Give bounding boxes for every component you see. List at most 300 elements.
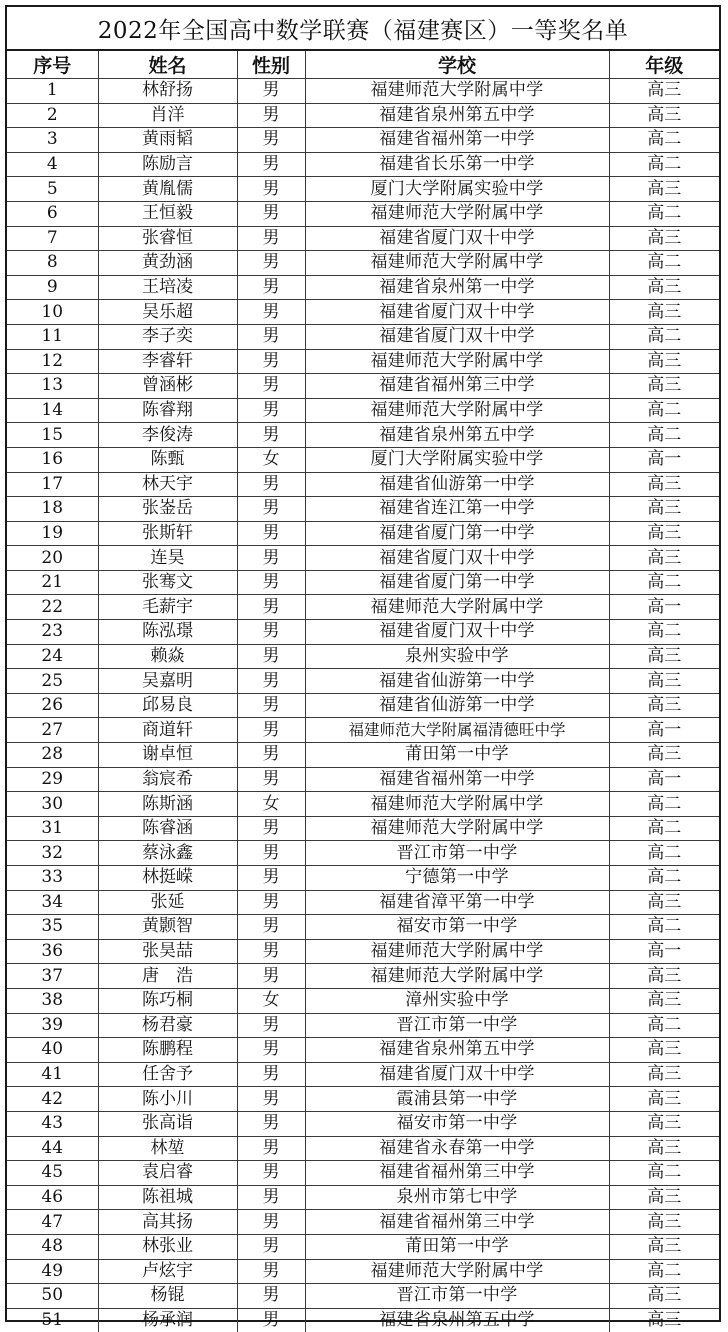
- cell-name: 袁启睿: [98, 1161, 237, 1186]
- cell-grade: 高二: [609, 866, 719, 891]
- cell-gender: 男: [237, 595, 305, 620]
- cell-gender: 男: [237, 275, 305, 300]
- cell-school: 晋江市第一中学: [305, 1284, 609, 1309]
- cell-index: 45: [7, 1161, 98, 1186]
- cell-index: 47: [7, 1210, 98, 1235]
- cell-grade: 高二: [609, 1259, 719, 1284]
- cell-gender: 男: [237, 1038, 305, 1063]
- table-row: [7, 669, 719, 694]
- cell-grade: 高二: [609, 152, 719, 177]
- column-header-grade: 年级: [609, 51, 719, 79]
- table-row: [7, 841, 719, 866]
- cell-grade: 高三: [609, 300, 719, 325]
- cell-index: 46: [7, 1185, 98, 1210]
- cell-school: 厦门大学附属实验中学: [305, 447, 609, 472]
- cell-school: 泉州实验中学: [305, 644, 609, 669]
- column-header-name: 姓名: [98, 51, 237, 79]
- cell-name: 吴乐超: [98, 300, 237, 325]
- cell-index: 10: [7, 300, 98, 325]
- cell-gender: 男: [237, 693, 305, 718]
- cell-index: 34: [7, 890, 98, 915]
- cell-name: 杨锟: [98, 1284, 237, 1309]
- cell-gender: 男: [237, 1185, 305, 1210]
- cell-gender: 男: [237, 423, 305, 448]
- document-title: 2022年全国高中数学联赛（福建赛区）一等奖名单: [7, 7, 719, 51]
- cell-index: 15: [7, 423, 98, 448]
- cell-gender: 男: [237, 644, 305, 669]
- table-body: [7, 79, 719, 1332]
- cell-grade: 高三: [609, 644, 719, 669]
- cell-index: 37: [7, 964, 98, 989]
- table-row: [7, 1161, 719, 1186]
- cell-school: 霞浦县第一中学: [305, 1087, 609, 1112]
- table-row: [7, 620, 719, 645]
- cell-school: 福建省仙游第一中学: [305, 669, 609, 694]
- cell-name: 张睿恒: [98, 226, 237, 251]
- cell-grade: 高三: [609, 374, 719, 399]
- table-row: [7, 374, 719, 399]
- cell-name: 陈泓璟: [98, 620, 237, 645]
- table-row: [7, 767, 719, 792]
- cell-school: 福建省长乐第一中学: [305, 152, 609, 177]
- award-list-document: [5, 5, 721, 1322]
- cell-name: 林张业: [98, 1234, 237, 1259]
- cell-index: 21: [7, 570, 98, 595]
- cell-index: 14: [7, 398, 98, 423]
- cell-index: 26: [7, 693, 98, 718]
- cell-index: 6: [7, 201, 98, 226]
- cell-gender: 男: [237, 1087, 305, 1112]
- cell-gender: 男: [237, 546, 305, 571]
- cell-school: 漳州实验中学: [305, 988, 609, 1013]
- cell-school: 福建省厦门第一中学: [305, 521, 609, 546]
- table-row: [7, 1210, 719, 1235]
- cell-index: 24: [7, 644, 98, 669]
- cell-index: 39: [7, 1013, 98, 1038]
- cell-grade: 高三: [609, 1308, 719, 1332]
- cell-school: 福建省泉州第五中学: [305, 1308, 609, 1332]
- table-row: [7, 324, 719, 349]
- cell-school: 福建师范大学附属中学: [305, 398, 609, 423]
- cell-grade: 高三: [609, 1185, 719, 1210]
- cell-grade: 高三: [609, 1234, 719, 1259]
- cell-school: 福建省泉州第五中学: [305, 423, 609, 448]
- table-row: [7, 152, 719, 177]
- cell-grade: 高一: [609, 595, 719, 620]
- cell-index: 1: [7, 79, 98, 104]
- cell-gender: 男: [237, 79, 305, 104]
- cell-grade: 高三: [609, 521, 719, 546]
- cell-gender: 男: [237, 841, 305, 866]
- cell-name: 李睿轩: [98, 349, 237, 374]
- cell-gender: 男: [237, 1308, 305, 1332]
- cell-grade: 高三: [609, 1062, 719, 1087]
- table-row: [7, 300, 719, 325]
- cell-name: 李俊涛: [98, 423, 237, 448]
- cell-grade: 高二: [609, 620, 719, 645]
- table-row: [7, 915, 719, 940]
- column-header-index: 序号: [7, 51, 98, 79]
- cell-gender: 男: [237, 767, 305, 792]
- cell-grade: 高三: [609, 1136, 719, 1161]
- cell-index: 7: [7, 226, 98, 251]
- cell-grade: 高三: [609, 275, 719, 300]
- cell-name: 卢炫宇: [98, 1259, 237, 1284]
- cell-school: 福建师范大学附属中学: [305, 79, 609, 104]
- table-row: [7, 964, 719, 989]
- table-row: [7, 1013, 719, 1038]
- cell-index: 30: [7, 792, 98, 817]
- cell-gender: 男: [237, 374, 305, 399]
- cell-name: 林天宇: [98, 472, 237, 497]
- cell-grade: 高三: [609, 497, 719, 522]
- table-row: [7, 1136, 719, 1161]
- cell-index: 38: [7, 988, 98, 1013]
- cell-gender: 男: [237, 152, 305, 177]
- table-row: [7, 570, 719, 595]
- cell-index: 42: [7, 1087, 98, 1112]
- cell-grade: 高一: [609, 447, 719, 472]
- table-row: [7, 251, 719, 276]
- cell-name: 张高诣: [98, 1111, 237, 1136]
- cell-name: 王恒毅: [98, 201, 237, 226]
- table-row: [7, 103, 719, 128]
- cell-grade: 高二: [609, 841, 719, 866]
- cell-school: 福建省厦门双十中学: [305, 546, 609, 571]
- cell-gender: 男: [237, 866, 305, 891]
- cell-school: 福建省泉州第五中学: [305, 1038, 609, 1063]
- table-row: [7, 497, 719, 522]
- table-row: [7, 1234, 719, 1259]
- cell-index: 48: [7, 1234, 98, 1259]
- cell-grade: 高二: [609, 1161, 719, 1186]
- cell-gender: 男: [237, 1284, 305, 1309]
- cell-name: 张骞文: [98, 570, 237, 595]
- table-row: [7, 1111, 719, 1136]
- table-row: [7, 595, 719, 620]
- cell-index: 12: [7, 349, 98, 374]
- cell-gender: 男: [237, 324, 305, 349]
- cell-school: 福建省泉州第五中学: [305, 103, 609, 128]
- cell-index: 25: [7, 669, 98, 694]
- cell-name: 黄颢智: [98, 915, 237, 940]
- cell-index: 36: [7, 939, 98, 964]
- cell-school: 福建师范大学附属中学: [305, 349, 609, 374]
- table-row: [7, 644, 719, 669]
- table-row: [7, 177, 719, 202]
- cell-gender: 男: [237, 128, 305, 153]
- cell-gender: 男: [237, 890, 305, 915]
- cell-index: 16: [7, 447, 98, 472]
- cell-school: 福建省厦门第一中学: [305, 570, 609, 595]
- cell-index: 49: [7, 1259, 98, 1284]
- cell-school: 福建省厦门双十中学: [305, 324, 609, 349]
- cell-school: 福建省厦门双十中学: [305, 620, 609, 645]
- cell-name: 陈祖城: [98, 1185, 237, 1210]
- cell-grade: 高二: [609, 251, 719, 276]
- cell-name: 林堃: [98, 1136, 237, 1161]
- cell-index: 29: [7, 767, 98, 792]
- cell-school: 莆田第一中学: [305, 1234, 609, 1259]
- cell-school: 福建师范大学附属中学: [305, 939, 609, 964]
- cell-grade: 高一: [609, 718, 719, 743]
- cell-school: 福建省福州第一中学: [305, 767, 609, 792]
- cell-gender: 男: [237, 620, 305, 645]
- cell-index: 50: [7, 1284, 98, 1309]
- cell-gender: 男: [237, 915, 305, 940]
- table-row: [7, 693, 719, 718]
- cell-name: 毛薪宇: [98, 595, 237, 620]
- cell-grade: 高三: [609, 1284, 719, 1309]
- cell-index: 40: [7, 1038, 98, 1063]
- cell-name: 陈巧桐: [98, 988, 237, 1013]
- cell-name: 高其扬: [98, 1210, 237, 1235]
- column-header-school: 学校: [305, 51, 609, 79]
- cell-name: 翁宸希: [98, 767, 237, 792]
- cell-gender: 男: [237, 1062, 305, 1087]
- cell-school: 晋江市第一中学: [305, 1013, 609, 1038]
- cell-gender: 男: [237, 300, 305, 325]
- cell-grade: 高三: [609, 743, 719, 768]
- cell-name: 黄雨韬: [98, 128, 237, 153]
- cell-grade: 高三: [609, 693, 719, 718]
- cell-name: 陈甄: [98, 447, 237, 472]
- cell-grade: 高三: [609, 226, 719, 251]
- cell-grade: 高二: [609, 816, 719, 841]
- cell-grade: 高二: [609, 570, 719, 595]
- cell-school: 福建师范大学附属中学: [305, 792, 609, 817]
- cell-name: 林挺嵘: [98, 866, 237, 891]
- cell-index: 22: [7, 595, 98, 620]
- cell-school: 厦门大学附属实验中学: [305, 177, 609, 202]
- cell-name: 杨君豪: [98, 1013, 237, 1038]
- cell-gender: 男: [237, 669, 305, 694]
- cell-index: 5: [7, 177, 98, 202]
- cell-name: 蔡泳鑫: [98, 841, 237, 866]
- cell-index: 33: [7, 866, 98, 891]
- cell-gender: 男: [237, 103, 305, 128]
- cell-school: 福建省福州第三中学: [305, 374, 609, 399]
- cell-name: 肖洋: [98, 103, 237, 128]
- cell-gender: 男: [237, 1210, 305, 1235]
- cell-name: 张昊喆: [98, 939, 237, 964]
- cell-name: 陈鹏程: [98, 1038, 237, 1063]
- table-row: [7, 472, 719, 497]
- table-row: [7, 275, 719, 300]
- cell-gender: 男: [237, 718, 305, 743]
- cell-grade: 高三: [609, 103, 719, 128]
- cell-school: 莆田第一中学: [305, 743, 609, 768]
- cell-name: 唐 浩: [98, 964, 237, 989]
- cell-name: 曾涵彬: [98, 374, 237, 399]
- cell-grade: 高二: [609, 423, 719, 448]
- table-row: [7, 349, 719, 374]
- cell-index: 18: [7, 497, 98, 522]
- cell-index: 35: [7, 915, 98, 940]
- cell-grade: 高二: [609, 398, 719, 423]
- cell-name: 吴嘉明: [98, 669, 237, 694]
- cell-name: 任舍予: [98, 1062, 237, 1087]
- cell-name: 陈睿涵: [98, 816, 237, 841]
- cell-school: 福建省连江第一中学: [305, 497, 609, 522]
- cell-gender: 男: [237, 1136, 305, 1161]
- table-row: [7, 743, 719, 768]
- cell-school: 福建省漳平第一中学: [305, 890, 609, 915]
- cell-gender: 男: [237, 226, 305, 251]
- cell-grade: 高三: [609, 1111, 719, 1136]
- cell-school: 宁德第一中学: [305, 866, 609, 891]
- cell-school: 福建师范大学附属中学: [305, 964, 609, 989]
- table-row: [7, 792, 719, 817]
- cell-grade: 高二: [609, 915, 719, 940]
- cell-index: 11: [7, 324, 98, 349]
- cell-index: 41: [7, 1062, 98, 1087]
- cell-index: 44: [7, 1136, 98, 1161]
- cell-index: 3: [7, 128, 98, 153]
- cell-name: 商道轩: [98, 718, 237, 743]
- cell-gender: 男: [237, 1234, 305, 1259]
- cell-grade: 高三: [609, 964, 719, 989]
- cell-school: 福建师范大学附属福清德旺中学: [305, 718, 609, 743]
- cell-name: 邱易良: [98, 693, 237, 718]
- cell-name: 连昊: [98, 546, 237, 571]
- cell-name: 谢卓恒: [98, 743, 237, 768]
- cell-school: 福建省福州第三中学: [305, 1210, 609, 1235]
- cell-index: 9: [7, 275, 98, 300]
- cell-grade: 高二: [609, 1013, 719, 1038]
- table-row: [7, 398, 719, 423]
- table-row: [7, 1284, 719, 1309]
- cell-grade: 高二: [609, 128, 719, 153]
- cell-gender: 男: [237, 743, 305, 768]
- cell-school: 福建省泉州第一中学: [305, 275, 609, 300]
- cell-gender: 男: [237, 251, 305, 276]
- cell-school: 福建师范大学附属中学: [305, 251, 609, 276]
- cell-index: 2: [7, 103, 98, 128]
- cell-gender: 男: [237, 472, 305, 497]
- cell-school: 福建师范大学附属中学: [305, 595, 609, 620]
- cell-gender: 男: [237, 521, 305, 546]
- cell-school: 晋江市第一中学: [305, 841, 609, 866]
- table-row: [7, 890, 719, 915]
- cell-gender: 男: [237, 398, 305, 423]
- table-row: [7, 79, 719, 104]
- cell-school: 福建省厦门双十中学: [305, 1062, 609, 1087]
- cell-grade: 高三: [609, 1087, 719, 1112]
- cell-grade: 高三: [609, 890, 719, 915]
- cell-gender: 男: [237, 964, 305, 989]
- cell-school: 福建省福州第三中学: [305, 1161, 609, 1186]
- cell-gender: 男: [237, 201, 305, 226]
- cell-gender: 女: [237, 447, 305, 472]
- cell-name: 杨承润: [98, 1308, 237, 1332]
- table-row: [7, 521, 719, 546]
- table-row: [7, 988, 719, 1013]
- cell-index: 13: [7, 374, 98, 399]
- award-table: [7, 51, 719, 1332]
- cell-grade: 高二: [609, 792, 719, 817]
- table-row: [7, 546, 719, 571]
- table-row: [7, 1185, 719, 1210]
- cell-gender: 男: [237, 939, 305, 964]
- cell-index: 43: [7, 1111, 98, 1136]
- cell-grade: 高三: [609, 472, 719, 497]
- cell-school: 福建省仙游第一中学: [305, 472, 609, 497]
- table-row: [7, 447, 719, 472]
- cell-index: 20: [7, 546, 98, 571]
- cell-index: 27: [7, 718, 98, 743]
- cell-grade: 高二: [609, 324, 719, 349]
- cell-grade: 高一: [609, 767, 719, 792]
- table-row: [7, 816, 719, 841]
- table-row: [7, 1087, 719, 1112]
- cell-name: 陈励言: [98, 152, 237, 177]
- column-header-gender: 性别: [237, 51, 305, 79]
- cell-gender: 男: [237, 570, 305, 595]
- cell-gender: 男: [237, 1013, 305, 1038]
- table-row: [7, 718, 719, 743]
- cell-name: 赖焱: [98, 644, 237, 669]
- cell-name: 黄胤儒: [98, 177, 237, 202]
- cell-school: 福安市第一中学: [305, 1111, 609, 1136]
- cell-school: 福建师范大学附属中学: [305, 816, 609, 841]
- cell-name: 张延: [98, 890, 237, 915]
- cell-school: 福建师范大学附属中学: [305, 1259, 609, 1284]
- table-row: [7, 1259, 719, 1284]
- table-row: [7, 201, 719, 226]
- cell-school: 福建省仙游第一中学: [305, 693, 609, 718]
- cell-index: 28: [7, 743, 98, 768]
- cell-school: 福建省厦门双十中学: [305, 226, 609, 251]
- cell-index: 23: [7, 620, 98, 645]
- cell-gender: 男: [237, 497, 305, 522]
- cell-name: 林舒扬: [98, 79, 237, 104]
- cell-gender: 女: [237, 792, 305, 817]
- cell-name: 黄劲涵: [98, 251, 237, 276]
- cell-school: 泉州市第七中学: [305, 1185, 609, 1210]
- cell-name: 张崟岳: [98, 497, 237, 522]
- cell-grade: 高三: [609, 669, 719, 694]
- cell-gender: 女: [237, 988, 305, 1013]
- cell-gender: 男: [237, 1111, 305, 1136]
- table-row: [7, 423, 719, 448]
- table-row: [7, 1062, 719, 1087]
- cell-index: 32: [7, 841, 98, 866]
- cell-index: 8: [7, 251, 98, 276]
- cell-index: 17: [7, 472, 98, 497]
- cell-name: 陈斯涵: [98, 792, 237, 817]
- cell-index: 19: [7, 521, 98, 546]
- cell-index: 51: [7, 1308, 98, 1332]
- cell-gender: 男: [237, 349, 305, 374]
- cell-index: 31: [7, 816, 98, 841]
- cell-name: 陈小川: [98, 1087, 237, 1112]
- cell-grade: 高三: [609, 177, 719, 202]
- table-row: [7, 1038, 719, 1063]
- cell-grade: 高三: [609, 988, 719, 1013]
- cell-grade: 高三: [609, 349, 719, 374]
- cell-grade: 高三: [609, 1038, 719, 1063]
- cell-school: 福安市第一中学: [305, 915, 609, 940]
- table-row: [7, 128, 719, 153]
- table-row: [7, 226, 719, 251]
- cell-name: 李子奕: [98, 324, 237, 349]
- cell-gender: 男: [237, 177, 305, 202]
- cell-grade: 高三: [609, 546, 719, 571]
- cell-gender: 男: [237, 1161, 305, 1186]
- cell-grade: 高三: [609, 1210, 719, 1235]
- header-row: [7, 51, 719, 79]
